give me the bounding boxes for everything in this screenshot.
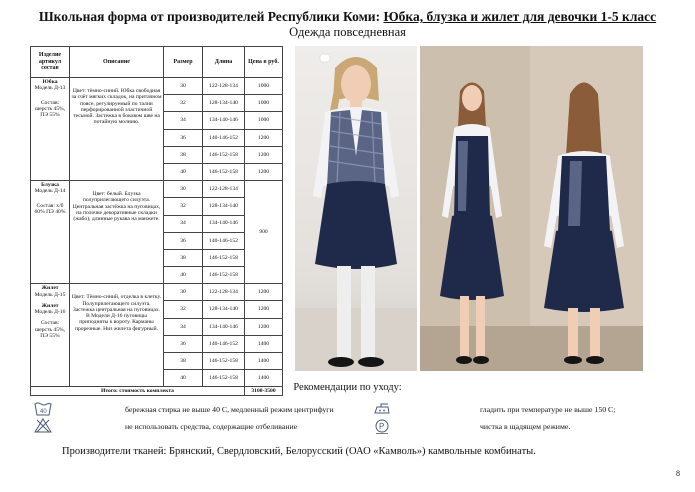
item-model: Модель Д-15 <box>34 291 66 298</box>
page-title <box>0 9 695 25</box>
length-cell: 146-152-158 <box>203 353 245 370</box>
length-cell: 146-152-158 <box>203 146 245 163</box>
length-cell: 122-128-134 <box>203 284 245 301</box>
item-cell-vest <box>31 284 70 387</box>
size-cell: 32 <box>164 95 203 112</box>
title-plain: Школьная форма от производителей Республики Коми: <box>38 9 384 24</box>
length-cell: 134-140-146 <box>203 215 245 232</box>
price-cell: 1000 <box>245 95 283 112</box>
header-length: Длина <box>203 47 245 78</box>
length-cell: 140-146-152 <box>203 335 245 352</box>
dry-clean-letter: P <box>379 422 385 431</box>
item-name: Юбка <box>42 79 58 85</box>
total-label: Итого: стоимость комплекта <box>31 387 245 396</box>
length-cell: 134-140-146 <box>203 112 245 129</box>
size-cell: 30 <box>164 284 203 301</box>
care-iron-text: гладить при температуре не выше 150 С; <box>480 405 616 414</box>
size-cell: 40 <box>164 267 203 284</box>
dry-clean-icon <box>374 418 390 439</box>
length-cell: 146-152-158 <box>203 370 245 387</box>
item-description: Цвет: тёмно-синий. Юбка свободная за счёт мягких складок, на притачном поясе, регулируемый по талии перфорированной эластичной тесьмой. Застежка в боковом шве на потайную молнию. <box>70 78 164 181</box>
price-cell: 1200 <box>245 163 283 180</box>
header-description: Описание <box>70 47 164 78</box>
care-dryclean-text: чистка в щадящем режиме. <box>480 422 571 431</box>
size-cell: 40 <box>164 163 203 180</box>
size-cell: 34 <box>164 215 203 232</box>
care-title: Рекомендации по уходу: <box>293 382 402 393</box>
total-value: 3100-3500 <box>245 387 283 396</box>
length-cell: 140-146-152 <box>203 232 245 249</box>
length-cell: 122-128-134 <box>203 78 245 95</box>
size-cell: 38 <box>164 146 203 163</box>
price-cell: 1200 <box>245 146 283 163</box>
item-model-2: Модель Д-16 <box>34 309 66 315</box>
size-cell: 36 <box>164 335 203 352</box>
item-composition: Состав: шерсть 45%, ПЭ 55% <box>34 320 66 339</box>
table-row <box>31 181 283 198</box>
item-composition: Состав: шерсть 45%, ПЭ 55% <box>34 99 66 118</box>
price-cell: 1200 <box>245 284 283 301</box>
item-cell-skirt <box>31 78 70 181</box>
size-cell: 38 <box>164 249 203 266</box>
size-cell: 30 <box>164 78 203 95</box>
size-cell: 36 <box>164 129 203 146</box>
table-header-row <box>31 47 283 78</box>
size-cell: 40 <box>164 370 203 387</box>
price-cell: 900 <box>245 181 283 284</box>
header-item: Изделие артикул состав <box>31 47 70 78</box>
page-number: 8 <box>676 469 680 478</box>
price-cell: 1000 <box>245 112 283 129</box>
size-cell: 36 <box>164 232 203 249</box>
fabric-producers: Производители тканей: Брянский, Свердловский, Белорусский (ОАО «Камволь») камвольные комбинаты. <box>62 446 536 457</box>
item-model: Модель Д-14 <box>34 188 66 195</box>
table-row <box>31 78 283 95</box>
size-cell: 32 <box>164 198 203 215</box>
header-price: Цена в руб. <box>245 47 283 78</box>
length-cell: 146-152-158 <box>203 267 245 284</box>
photo-back-view <box>420 46 643 371</box>
price-cell: 1000 <box>245 78 283 95</box>
price-cell: 1400 <box>245 335 283 352</box>
size-cell: 30 <box>164 181 203 198</box>
title-underlined: Юбка, блузка и жилет для девочки 1-5 класс <box>383 9 657 24</box>
size-cell: 38 <box>164 353 203 370</box>
item-cell-blouse <box>31 181 70 284</box>
length-cell: 128-134-140 <box>203 198 245 215</box>
length-cell: 146-152-158 <box>203 249 245 266</box>
price-cell: 1200 <box>245 318 283 335</box>
length-cell: 134-140-146 <box>203 318 245 335</box>
care-wash-text: бережная стирка не выше 40 С, медленный режим центрифуги <box>125 405 334 414</box>
price-cell: 1200 <box>245 301 283 318</box>
length-cell: 146-152-158 <box>203 163 245 180</box>
table-row <box>31 284 283 301</box>
size-cell: 34 <box>164 318 203 335</box>
page-subtitle: Одежда повседневная <box>289 25 406 39</box>
care-bleach-text: не использовать средства, содержащие отбеливание <box>125 422 298 431</box>
header-size: Размер <box>164 47 203 78</box>
price-cell: 1400 <box>245 370 283 387</box>
length-cell: 140-146-152 <box>203 129 245 146</box>
price-table <box>30 46 283 396</box>
wash-temp-label: 40 <box>40 409 47 415</box>
price-cell: 1200 <box>245 129 283 146</box>
item-name: Блузка <box>41 182 59 189</box>
item-name: Жилет <box>41 285 59 292</box>
item-name-2: Жилет <box>41 302 59 309</box>
item-description: Цвет: Тёмно-синий, отделка в клетку. Полуприлегающего силуэта. Застежка центральная на пуговицах. В Модели Д-16 пуговицы приподняты к вороту. Карманы прорезные. Низ жилета фигурный. <box>70 284 164 387</box>
length-cell: 122-128-134 <box>203 181 245 198</box>
girl-front-illustration <box>295 46 417 371</box>
no-bleach-icon <box>34 418 52 438</box>
length-cell: 128-134-140 <box>203 95 245 112</box>
girl-back-illustration <box>420 46 643 371</box>
item-model: Модель Д-13 <box>34 85 66 92</box>
item-description: Цвет: белый. Блузка полуприлегающего силуэта. Центральная застёжка на пуговицах, на полочке декоративные складки (жабо), длинные рукава на манжете. <box>70 181 164 284</box>
size-cell: 34 <box>164 112 203 129</box>
length-cell: 128-134-140 <box>203 301 245 318</box>
photo-front-view <box>295 46 417 371</box>
price-cell: 1400 <box>245 353 283 370</box>
size-cell: 32 <box>164 301 203 318</box>
item-composition: Состав: х/б 60% ПЭ 40% <box>34 202 66 215</box>
